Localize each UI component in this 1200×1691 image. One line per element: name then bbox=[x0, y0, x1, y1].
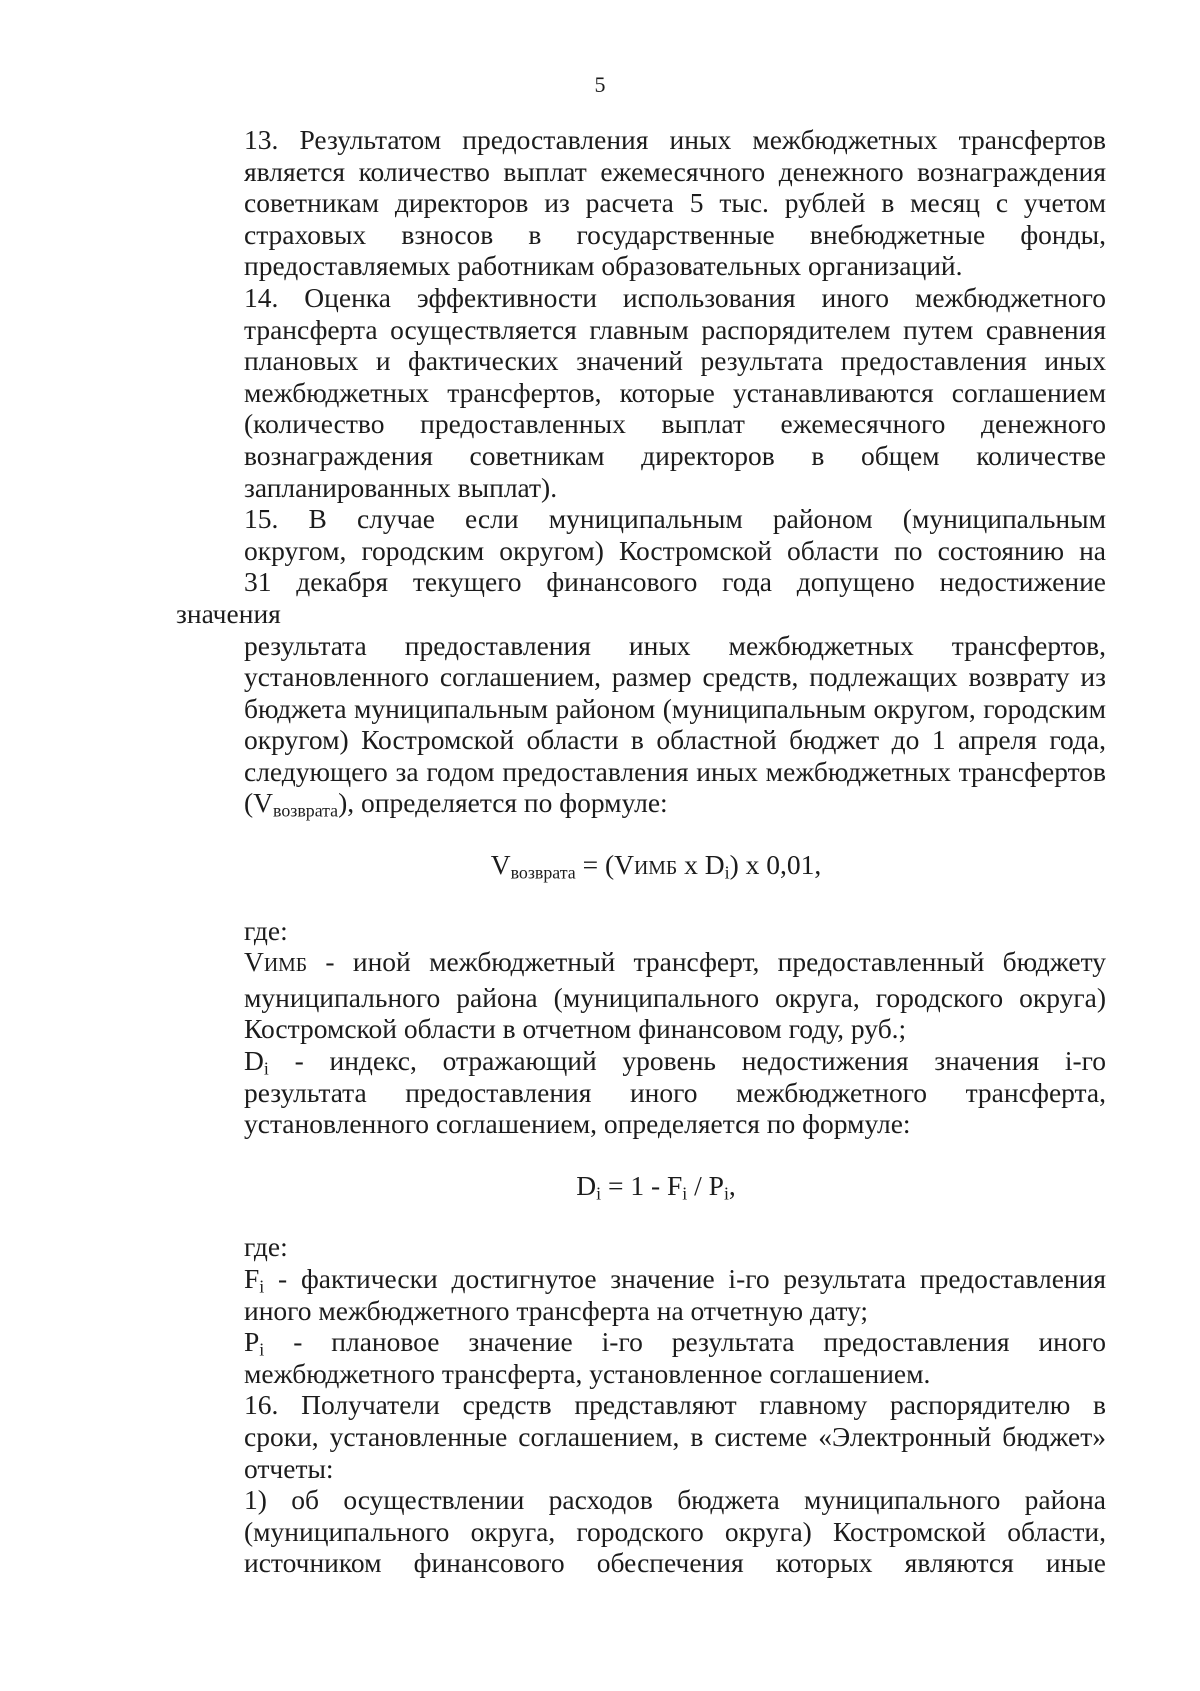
text-line: бюджета муниципальным районом (муниципальным округом, городским bbox=[244, 692, 1106, 724]
text-line: иного межбюджетного трансферта на отчетную дату; bbox=[244, 1294, 869, 1326]
formula-subscript: ИМБ bbox=[633, 857, 678, 880]
d-symbol: D bbox=[244, 1045, 264, 1077]
text-line bbox=[176, 1326, 1106, 1358]
text-line bbox=[176, 1263, 1106, 1295]
p-subscript: i bbox=[259, 1339, 265, 1360]
text-line: является количество выплат ежемесячного денежного вознаграждения bbox=[244, 155, 1106, 187]
text-line: округом, городским округом) Костромской области по состоянию на bbox=[244, 534, 1106, 566]
f-subscript: i bbox=[259, 1276, 265, 1297]
formula-subscript: i bbox=[723, 1183, 729, 1204]
text-line: (количество предоставленных выплат ежемесячного денежного bbox=[244, 408, 1106, 440]
text-line: сроки, установленные соглашением, в системе «Электронный бюджет» bbox=[244, 1420, 1106, 1452]
where-label: где: bbox=[244, 1231, 288, 1263]
formula-subscript: i bbox=[596, 1183, 602, 1204]
paragraph-16 bbox=[176, 1389, 1106, 1484]
formula-symbol: , bbox=[728, 1169, 736, 1201]
formula-subscript: i bbox=[724, 862, 730, 883]
text-line: межбюджетного трансферта, установленное соглашением. bbox=[244, 1357, 931, 1389]
formula-symbol: D bbox=[576, 1169, 597, 1201]
text-line bbox=[176, 946, 1106, 982]
definition-pi bbox=[176, 1326, 1106, 1389]
text-fragment: - плановое значение i-го результата предоставления иного bbox=[264, 1326, 1106, 1358]
formula-subscript: i bbox=[682, 1183, 688, 1204]
v-subscript: ИМБ bbox=[263, 954, 308, 977]
text-line: 1) об осуществлении расходов бюджета муниципального района bbox=[244, 1484, 1106, 1516]
text-line: установленного соглашением, определяется по формуле: bbox=[244, 1108, 911, 1140]
text-line: Костромской области в отчетном финансовом году, руб.; bbox=[244, 1013, 907, 1045]
text-fragment: ), определяется по формуле: bbox=[338, 787, 668, 819]
text-line: результата предоставления иного межбюджетного трансферта, bbox=[244, 1076, 1106, 1108]
formula-symbol: V bbox=[490, 849, 511, 881]
text-line bbox=[176, 1045, 1106, 1077]
text-line: муниципального района (муниципального округа, городского округа) bbox=[244, 981, 1106, 1013]
text-line bbox=[176, 787, 1106, 819]
where-label: где: bbox=[244, 914, 288, 946]
formula-symbol: ) x 0,01, bbox=[729, 849, 822, 881]
v-symbol: (V bbox=[244, 787, 274, 819]
text-line: вознаграждения советникам директоров в общем количестве bbox=[244, 439, 1106, 471]
text-line: отчеты: bbox=[244, 1452, 334, 1484]
text-fragment: - фактически достигнутое значение i-го результата предоставления bbox=[264, 1263, 1106, 1294]
paragraph-15 bbox=[176, 503, 1106, 819]
page-number: 5 bbox=[594, 72, 606, 97]
text-line: 13. Результатом предоставления иных межбюджетных трансфертов bbox=[244, 124, 1106, 155]
text-line: трансферта осуществляется главным распорядителем путем сравнения bbox=[244, 313, 1106, 345]
paragraph-14 bbox=[176, 282, 1106, 503]
v-subscript: возврата bbox=[273, 800, 339, 821]
text-line: результата предоставления иных межбюджетных трансфертов, bbox=[244, 629, 1106, 661]
text-line: 31 декабря текущего финансового года допущено недостижение значения bbox=[176, 566, 1106, 629]
definition-fi bbox=[176, 1263, 1106, 1326]
p-symbol: P bbox=[244, 1326, 260, 1358]
text-line: плановых и фактических значений результата предоставления иных bbox=[244, 345, 1106, 377]
formula-symbol: = (V bbox=[575, 849, 634, 881]
text-line: 14. Оценка эффективности использования иного межбюджетного bbox=[244, 281, 1106, 313]
paragraph-13 bbox=[176, 124, 1106, 282]
text-fragment: - индекс, отражающий уровень недостижения значения i-го bbox=[268, 1045, 1106, 1077]
formula-symbol: / P bbox=[687, 1169, 724, 1201]
formula-subscript: возврата bbox=[510, 862, 576, 883]
text-line: страховых взносов в государственные внебюджетные фонды, bbox=[244, 218, 1106, 250]
text-line: советникам директоров из расчета 5 тыс. рублей в месяц с учетом bbox=[244, 187, 1106, 219]
definition-vimb bbox=[176, 946, 1106, 1045]
document-body bbox=[176, 124, 1106, 1579]
text-line: межбюджетных трансфертов, которые устанавливаются соглашением bbox=[244, 376, 1106, 408]
text-line: установленного соглашением, размер средств, подлежащих возврату из bbox=[244, 661, 1106, 693]
paragraph-16-1 bbox=[176, 1484, 1106, 1579]
v-symbol: V bbox=[244, 946, 264, 978]
text-fragment: - иной межбюджетный трансферт, предоставленный бюджету bbox=[307, 946, 1106, 978]
f-symbol: F bbox=[244, 1263, 260, 1294]
text-line: округом) Костромской области в областной бюджет до 1 апреля года, bbox=[244, 724, 1106, 756]
text-line: (муниципального округа, городского округа) Костромской области, bbox=[244, 1515, 1106, 1547]
formula-symbol: x D bbox=[677, 849, 725, 881]
text-line: 15. В случае если муниципальным районом (муниципальным bbox=[244, 503, 1106, 535]
text-line: 16. Получатели средств представляют главному распорядителю в bbox=[244, 1389, 1106, 1421]
text-line: источником финансового обеспечения которых являются иные bbox=[244, 1547, 1106, 1579]
formula-refund bbox=[176, 849, 1106, 885]
formula-index bbox=[176, 1170, 1106, 1202]
text-line: предоставляемых работникам образовательных организаций. bbox=[244, 250, 963, 282]
formula-symbol: = 1 - F bbox=[601, 1169, 683, 1201]
text-line: запланированных выплат). bbox=[244, 471, 558, 503]
text-line: следующего за годом предоставления иных межбюджетных трансфертов bbox=[244, 755, 1106, 787]
d-subscript: i bbox=[263, 1058, 269, 1079]
definition-di bbox=[176, 1045, 1106, 1140]
